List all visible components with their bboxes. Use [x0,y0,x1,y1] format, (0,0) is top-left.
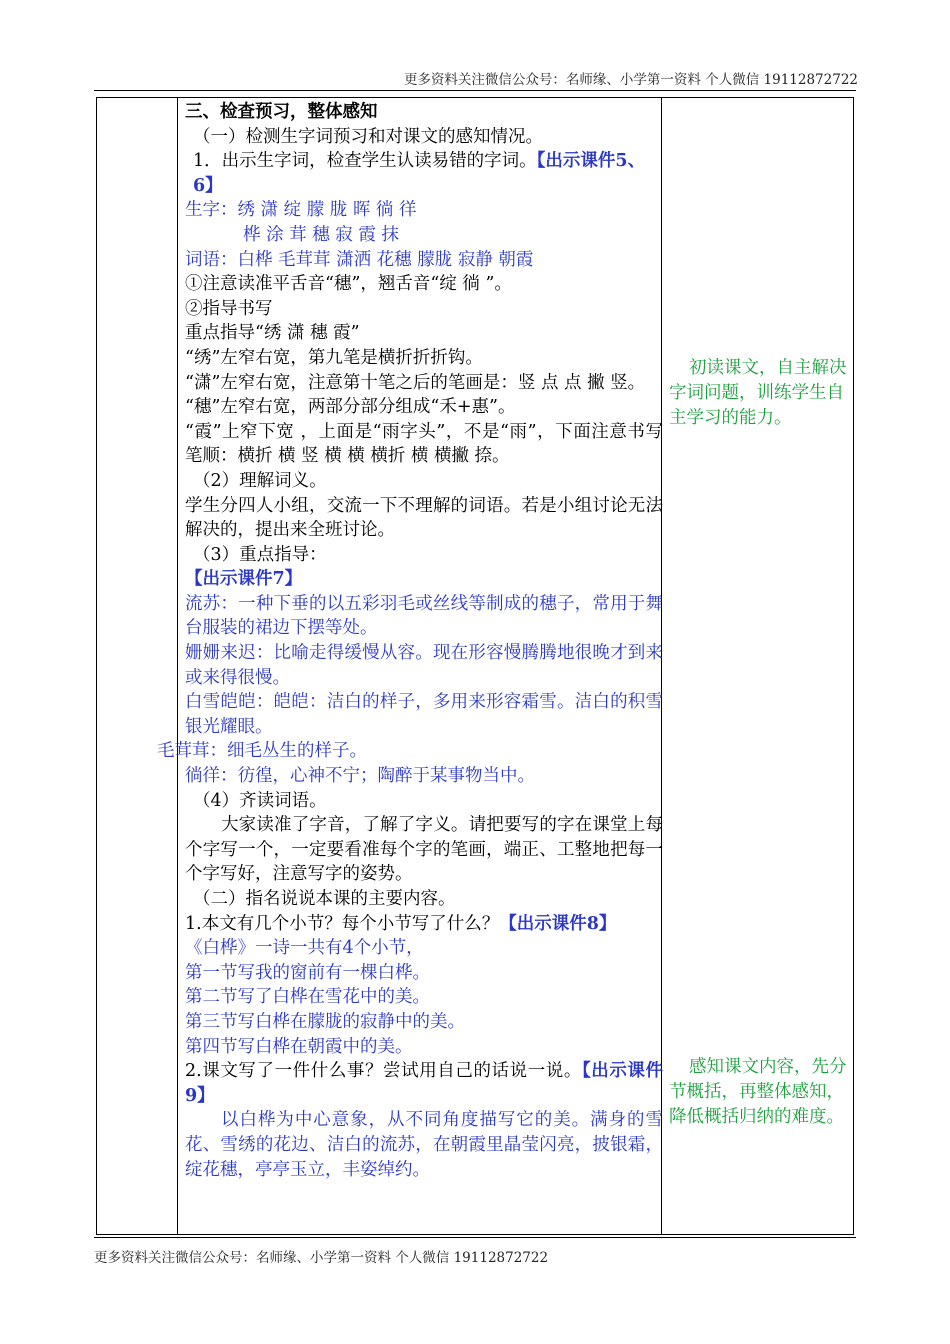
chars-line-1: 生字：绣 潇 绽 朦 胧 晖 徜 徉 [185,200,417,221]
answer-1-line-3: 第二节写了白桦在雪花中的美。 [185,987,430,1008]
step1 [185,149,663,198]
footer-note: 更多资料关注微信公众号：名师缘、小学第一资料 个人微信 19112872722 [94,1250,549,1266]
tip-writing: ②指导书写 [185,298,273,319]
definition-liusu: 流苏：一种下垂的以五彩羽毛或丝线等制成的穗子，常用于舞台服装的裙边下摆等处。 [185,593,663,639]
question-1 [185,912,663,937]
courseware-link-9[interactable]: 【出示课件9】 [185,1061,664,1106]
char-guide-xiao: “潇”左窄右宽，注意第十笔之后的笔画是：竖 点 点 撇 竖。 [185,372,646,393]
lesson-table [96,97,854,1235]
words-line: 词语：白桦 毛茸茸 潇洒 花穗 朦胧 寂静 朝霞 [185,249,534,270]
courseware-link-8[interactable]: 【出示课件8】 [499,913,617,934]
courseware-link-5-6[interactable]: 【出示课件5、6】 [193,151,646,196]
char-guide-xia: “霞”上窄下宽 ，上面是“雨字头”，不是“雨”，下面注意书写笔顺：横折 横 竖 横 横 横折 横 横撇 捺。 [185,421,663,467]
definition-shanshan: 姗姗来迟：比喻走得缓慢从容。现在形容慢腾腾地很晚才到来或来得很慢。 [185,643,663,688]
chars-line-2: 桦 涂 茸 穗 寂 霞 抹 [243,224,399,245]
left-column-border [177,98,178,1234]
section-title: 三、检查预习，整体感知 [185,102,378,122]
tip-pronunciation: ①注意读准平舌音“穗”，翘舌音“绽 徜 ”。 [185,274,512,295]
answer-1-line-5: 第四节写白桦在朝霞中的美。 [185,1036,413,1057]
part2-title: （二）指名说说本课的主要内容。 [193,889,456,909]
read-text: 大家读准了字音，了解了字义。请把要写的字在课堂上每个字写一个，一定要看准每个字的笔画，端正、工整地把每一个字写好，注意写字的姿势。 [185,815,663,885]
focus-title: （3）重点指导： [193,544,327,565]
char-guide-xiu: “绣”左窄右宽，第九笔是横折折折钩。 [185,347,483,368]
definition-baixue: 白雪皑皑：皑皑：洁白的样子，多用来形容霜雪。洁白的积雪银光耀眼。 [185,692,663,737]
question-1-text: 1.本文有几个小节？每个小节写了什么？ [185,913,500,934]
read-title: （4）齐读词语。 [193,790,327,811]
design-note-2: 感知课文内容，先分节概括，再整体感知，降低概括归纳的难度。 [669,1057,847,1127]
part1-title: （一）检测生字词预习和对课文的感知情况。 [193,126,543,147]
answer-1-line-1: 《白桦》一诗一共有4个小节， [185,938,424,959]
definition-changyang: 徜徉：彷徨，心神不宁；陶醉于某事物当中。 [185,766,535,787]
tip-focus: 重点指导“绣 潇 穗 霞” [185,323,360,344]
question-2 [185,1059,663,1108]
understand-title: （2）理解词义。 [193,470,327,491]
question-2-text: 2.课文写了一件什么事？尝试用自己的话说一说。 [185,1061,582,1082]
courseware-link-7[interactable]: 【出示课件7】 [185,569,303,590]
answer-1-line-4: 第三节写白桦在朦胧的寂静中的美。 [185,1011,465,1032]
answer-1-line-2: 第一节写我的窗前有一棵白桦。 [185,962,430,983]
lesson-content [157,100,664,1182]
answer-2: 以白桦为中心意象，从不同角度描写它的美。满身的雪花、雪绣的花边、洁白的流苏，在朝霞里晶莹闪亮，披银霜，绽花穗，亭亭玉立，丰姿绰约。 [185,1110,663,1180]
header-divider [94,90,856,91]
step1-text: 1．出示生字词，检查学生认读易错的字词。 [193,151,537,172]
definition-maorongrong: 毛茸茸：细毛丛生的样子。 [157,741,367,762]
header-note: 更多资料关注微信公众号：名师缘、小学第一资料 个人微信 19112872722 [403,72,858,88]
char-guide-sui: “穗”左窄右宽，两部分部分组成“禾+惠”。 [185,397,516,418]
design-note-1: 初读课文，自主解决字词问题，训练学生自主学习的能力。 [669,358,847,428]
footer-divider [94,1237,856,1238]
understand-text: 学生分四人小组，交流一下不理解的词语。若是小组讨论无法解决的，提出来全班讨论。 [185,495,663,541]
